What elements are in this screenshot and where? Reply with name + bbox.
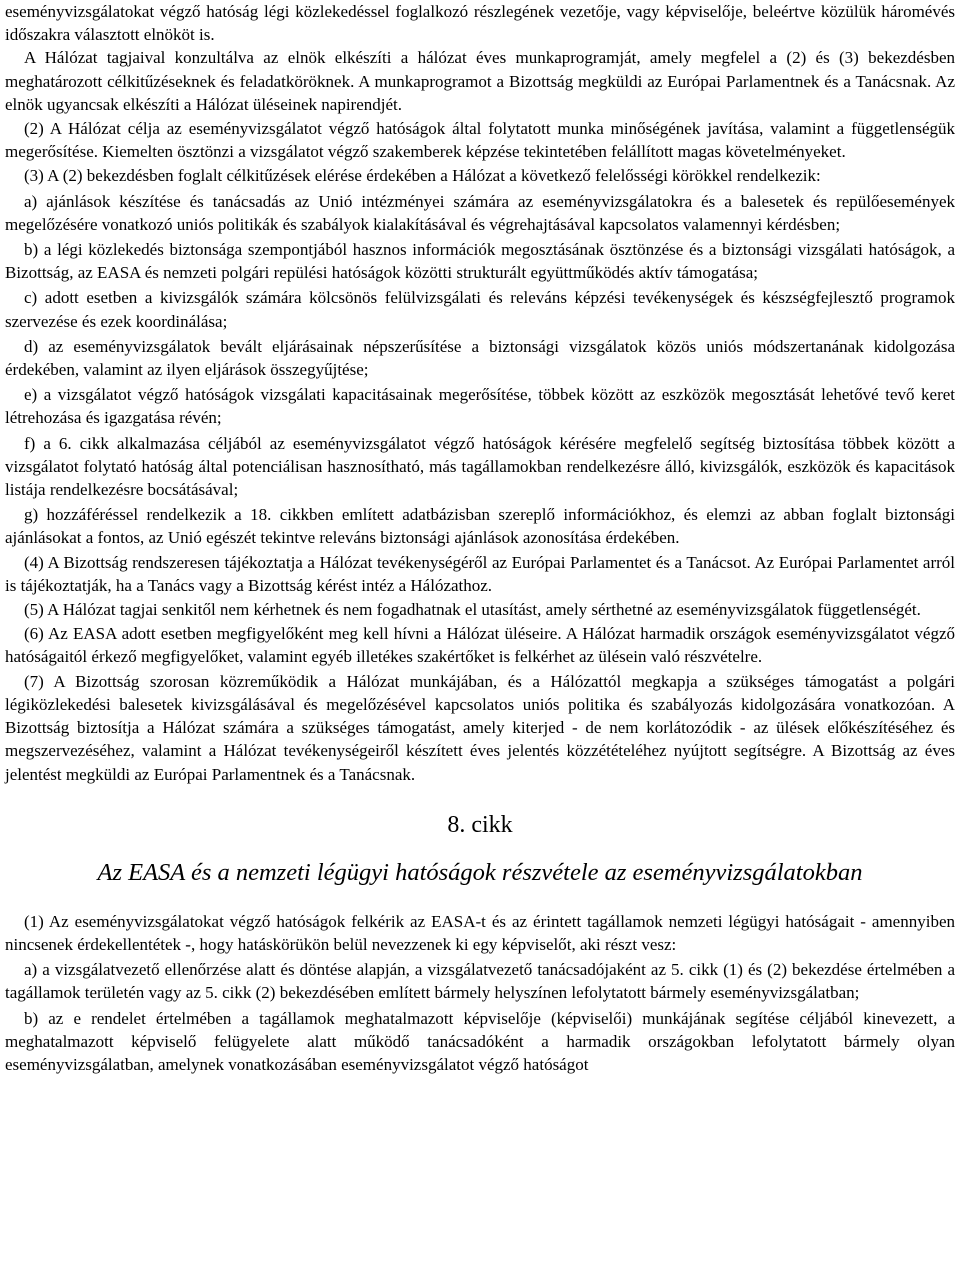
- paragraph-4: (4) A Bizottság rendszeresen tájékoztatja a Hálózat tevékenységéről az Európai Parlamentet és a Tanácsot. Az Európai Parlamentet arról is tájékoztatják, ha a Tanács vagy a Bizottság kérést intéz a Hálózathoz.: [5, 552, 955, 595]
- paragraph-3-e: e) a vizsgálatot végző hatóságok vizsgálati kapacitásainak megerősítése, többek között az eszközök megosztását lehetővé tevő keret létrehozása és igazgatása révén;: [5, 385, 955, 428]
- paragraph-intro: eseményvizsgálatokat végző hatóság légi közlekedéssel foglalkozó részlegének vezetője, vagy képviselője, beleértve közülük háromévés időszakra választott elnököt is.: [5, 2, 955, 45]
- article8-paragraph-1-b: b) az e rendelet értelmében a tagállamok meghatalmazott képviselője (képviselői) munkájának segítése céljából kinevezett, a meghatalmazott képviselő felügyelete alatt működő tanácsadóként a harmadik országokban lefolytatott bármely olyan eseményvizsgálatban, amelynek vonatkozásában eseményvizsgálatot végző hatóságot: [5, 1008, 955, 1074]
- paragraph-3-a: a) ajánlások készítése és tanácsadás az Unió intézményei számára az eseményvizsgálatokra és a balesetek és repülőesemények megelőzésére vonatkozó uniós politikák és szabályok kialakításával és végrehajtásával kapcsolatos valamennyi kérdésben;: [5, 191, 955, 234]
- paragraph-7: (7) A Bizottság szorosan közreműködik a Hálózat munkájában, és a Hálózattól megkapja a szükséges támogatást a polgári légiközlekedési balesetek kivizsgálásával és megelőzésével kapcsolatos uniós politika és szabályozás kidolgozására vonatkozóan. A Bizottság biztosítja a Hálózat számára a szükséges támogatást, amely kiterjed - de nem korlátozódik - az ülések előkészítéséhez és megszervezéséhez, valamint a Hálózat tevékenységeiről készített éves jelentés közzétételéhez nyújtott segítségre. A Bizottság az éves jelentést megküldi az Európai Parlamentnek és a Tanácsnak.: [5, 671, 955, 784]
- paragraph-6: (6) Az EASA adott esetben megfigyelőként meg kell hívni a Hálózat üléseire. A Hálózat harmadik országok eseményvizsgálatot végző hatóságaitól érkező megfigyelőket, valamint egyéb illetékes szakértőket is felkérhet az ülésein való részvételre.: [5, 624, 955, 667]
- paragraph-3-d: d) az eseményvizsgálatok bevált eljárásainak népszerűsítése a biztonsági vizsgálatok közös uniós módszertanának kidolgozása érdekében, valamint az ilyen eljárások összegyűjtése;: [5, 336, 955, 380]
- paragraph-2: (2) A Hálózat célja az eseményvizsgálatot végző hatóságok által folytatott munka minőségének javítása, valamint a függetlenségük megerősítése. Kiemelten ösztönzi a vizsgálatot végző szakemberek képzése tekintetében felállított magas követelményeket.: [5, 119, 955, 162]
- article8-paragraph-1: (1) Az eseményvizsgálatokat végző hatóságok felkérik az EASA-t és az érintett tagállamok nemzeti légügyi hatóságait - amennyiben nincsenek érdekellentétek -, hogy hatáskörükön belül nevezzenek ki egy képviselőt, aki részt vesz:: [5, 911, 955, 954]
- paragraph-work-programme: A Hálózat tagjaival konzultálva az elnök elkészíti a hálózat éves munkaprogramját, amely megfelel a (2) és (3) bekezdésben meghatározott célkitűzéseknek és feladatköröknek. A munkaprogramot a Bizottság megküldi az Európai Parlamentnek és a Tanácsnak. Az elnök ugyancsak elkészíti a Hálózat üléseinek napirendjét.: [5, 48, 955, 114]
- paragraph-3: (3) A (2) bekezdésben foglalt célkitűzések elérése érdekében a Hálózat a következő felelősségi körökkel rendelkezik:: [24, 166, 821, 186]
- paragraph-3-g: g) hozzáféréssel rendelkezik a 18. cikkben említett adatbázisban szereplő információkhoz, és elemzi az abban foglalt biztonsági ajánlásokat a fontos, az Unió egészét tekintve releváns biztonsági ajánlások azonosítása érdekében.: [5, 505, 955, 548]
- paragraph-3-f: f) a 6. cikk alkalmazása céljából az eseményvizsgálatot végző hatóságok kérésére megfelelő segítség biztosítása többek között a vizsgálatot folytató hatóság által potenciálisan hasznosítható, más tagállamokban rendelkezésre álló, kivizsgálók, eszközök és kapacitások listája rendelkezésre bocsátásával;: [5, 433, 955, 500]
- article-title: Az EASA és a nemzeti légügyi hatóságok részvétele az eseményvizsgálatokban: [97, 858, 863, 886]
- paragraph-3-b: b) a légi közlekedés biztonsága szempontjából hasznos információk megosztásának ösztönzése és a biztonsági vizsgálati hatóságok, a Bizottság, az EASA és nemzeti polgári repülési hatóságok közötti strukturált együttműködés aktív támogatása;: [5, 240, 955, 283]
- paragraph-3-c: c) adott esetben a kivizsgálók számára kölcsönös felülvizsgálati és releváns képzési tevékenységek és készségfejlesztő programok szervezése és ezek koordinálása;: [5, 288, 955, 331]
- paragraph-5: (5) A Hálózat tagjai senkitől nem kérhetnek és nem fogadhatnak el utasítást, amely sérthetné az eseményvizsgálatok függetlenségét.: [24, 600, 921, 620]
- article-number: 8. cikk: [447, 811, 513, 838]
- article8-paragraph-1-a: a) a vizsgálatvezető ellenőrzése alatt és döntése alapján, a vizsgálatvezető tanácsadójaként az 5. cikk (1) és (2) bekezdése értelmében a tagállamok területén vagy az 5. cikk (2) bekezdésében említett bármely helyszínen lefolytatott bármely eseményvizsgálatban;: [5, 960, 955, 1003]
